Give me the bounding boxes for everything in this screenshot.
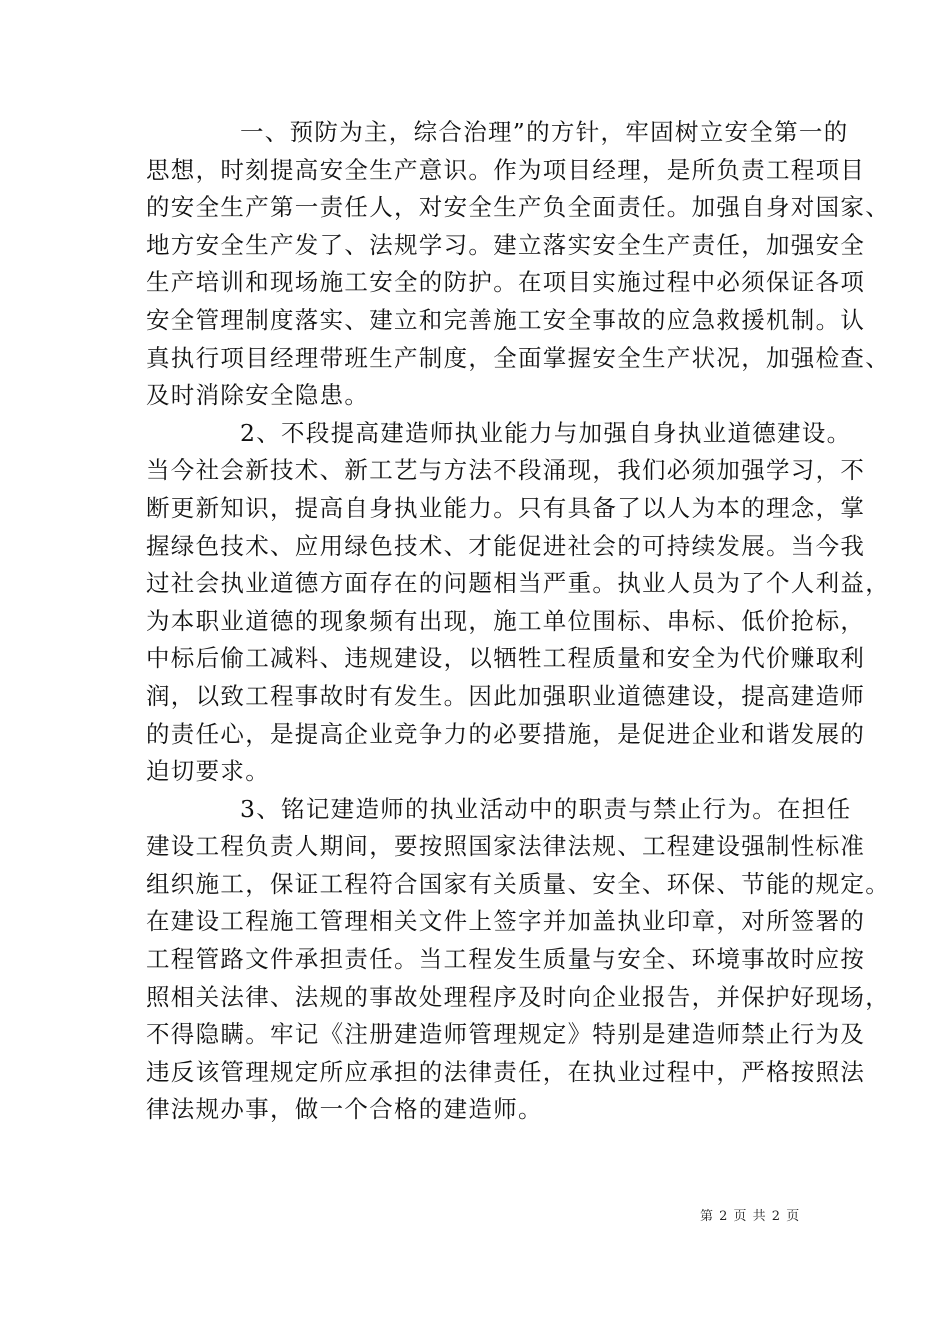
- text-line: 的责任心，是提高企业竞争力的必要措施，是促进企业和谐发展的: [146, 719, 866, 748]
- page-footer: 第 2 页 共 2 页: [700, 1209, 801, 1224]
- text-line: 及时消除安全隐患。: [146, 381, 370, 410]
- text-line: 3、铭记建造师的执业活动中的职责与禁止行为。在担任: [240, 794, 852, 823]
- text-line: 握绿色技术、应用绿色技术、才能促进社会的可持续发展。当今我: [146, 531, 866, 560]
- text-line: 建设工程负责人期间，要按照国家法律法规、工程建设强制性标准: [146, 832, 866, 861]
- text-line: 组织施工，保证工程符合国家有关质量、安全、环保、节能的规定。: [146, 869, 890, 898]
- text-line: 思想，时刻提高安全生产意识。作为项目经理，是所负责工程项目: [146, 155, 866, 184]
- text-line: 在建设工程施工管理相关文件上签字并加盖执业印章，对所签署的: [146, 907, 866, 936]
- text-line: 断更新知识，提高自身执业能力。只有具备了以人为本的理念，掌: [146, 493, 866, 522]
- paragraph-1: [146, 114, 890, 415]
- text-line: 违反该管理规定所应承担的法律责任，在执业过程中，严格按照法: [146, 1057, 866, 1086]
- text-line: 不得隐瞒。牢记《注册建造师管理规定》特别是建造师禁止行为及: [146, 1020, 866, 1049]
- text-line: 工程管路文件承担责任。当工程发生质量与安全、环境事故时应按: [146, 945, 866, 974]
- text-line: 地方安全生产发了、法规学习。建立落实安全生产责任，加强安全: [146, 230, 866, 259]
- text-line: 律法规办事，做一个合格的建造师。: [146, 1095, 543, 1124]
- text-line: 真执行项目经理带班生产制度，全面掌握安全生产状况，加强检查、: [146, 343, 890, 372]
- text-line: 过社会执业道德方面存在的问题相当严重。执业人员为了个人利益，: [146, 569, 890, 598]
- paragraph-2: [146, 415, 890, 791]
- document-body: [146, 114, 890, 1129]
- text-line: 的安全生产第一责任人，对安全生产负全面责任。加强自身对国家、: [146, 193, 890, 222]
- text-line: 安全管理制度落实、建立和完善施工安全事故的应急救援机制。认: [146, 305, 866, 334]
- text-line: 一、预防为主，综合治理”的方针，牢固树立安全第一的: [240, 118, 849, 146]
- text-line: 为本职业道德的现象频有出现，施工单位围标、串标、低价抢标，: [146, 606, 866, 635]
- text-line: 生产培训和现场施工安全的防护。在项目实施过程中必须保证各项: [146, 268, 866, 297]
- text-line: 照相关法律、法规的事故处理程序及时向企业报告，并保护好现场，: [146, 982, 890, 1011]
- text-line: 中标后偷工减料、违规建设，以牺牲工程质量和安全为代价赚取利: [146, 644, 866, 673]
- text-line: 当今社会新技术、新工艺与方法不段涌现，我们必须加强学习，不: [146, 456, 866, 485]
- text-line: 迫切要求。: [146, 757, 270, 786]
- text-line: 2、不段提高建造师执业能力与加强自身执业道德建设。: [240, 418, 852, 447]
- text-line: 润，以致工程事故时有发生。因此加强职业道德建设，提高建造师: [146, 681, 866, 710]
- paragraph-3: [146, 791, 890, 1129]
